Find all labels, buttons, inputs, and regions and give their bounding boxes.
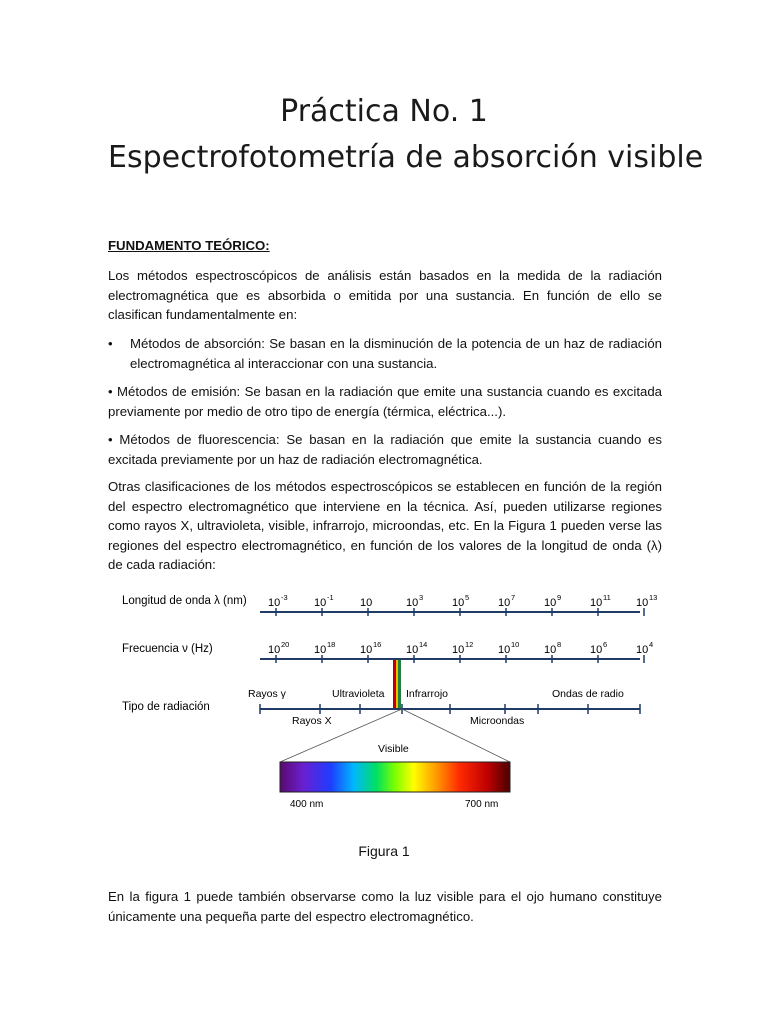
wavelength-tick-label: 10 xyxy=(360,597,373,609)
frequency-tick-label: 10 xyxy=(452,644,465,656)
frequency-label: Frecuencia ν (Hz) xyxy=(122,643,213,655)
bullet-fluorescence-text: • Métodos de fluorescencia: Se basan en la radiación que emite la sustancia cuando es excitada previamente por un haz de radiación electromagnética. xyxy=(108,432,662,467)
figure-caption: Figura 1 xyxy=(358,843,410,859)
region-xray: Rayos X xyxy=(292,715,332,727)
title-line-2: Espectrofotometría de absorción visible xyxy=(108,140,704,175)
closing-text: En la figura 1 puede también observarse como la luz visible para el ojo humano constituye únicamente una pequeña parte del espectro electromagnético. xyxy=(108,889,662,924)
region-ultraviolet: Ultravioleta xyxy=(332,688,385,700)
frequency-tick-exponent: 12 xyxy=(465,640,474,649)
frequency-tick-label: 10 xyxy=(268,644,281,656)
section-heading: FUNDAMENTO TEÓRICO: xyxy=(108,238,270,253)
wavelength-tick-label: 10 xyxy=(268,597,281,609)
bullet-absorption xyxy=(108,334,662,373)
bullet-absorption-text: Métodos de absorción: Se basan en la disminución de la potencia de un haz de radiación electromagnética al interaccionar con una sustancia. xyxy=(130,336,662,371)
paragraph-2-text: Otras clasificaciones de los métodos espectroscópicos se establecen en función de la región del espectro electromagnético que interviene en la técnica. Así, pueden utilizarse regiones como rayos X, ultravioleta, visible, infrarrojo, microondas, etc. En la Figura 1 pueden verse las regiones del espectro electromagnético, en función de los valores de la longitud de onda (λ) de cada radiación: xyxy=(108,479,662,572)
wavelength-label: Longitud de onda λ (nm) xyxy=(122,595,247,607)
closing-paragraph xyxy=(108,887,662,926)
visible-marker-green xyxy=(398,660,401,709)
bullet-emission-text: • Métodos de emisión: Se basan en la radiación que emite una sustancia cuando es excitada previamente por medio de otro tipo de energía (térmica, eléctrica...). xyxy=(108,384,662,419)
frequency-tick-exponent: 18 xyxy=(327,640,336,649)
wavelength-tick-label: 10 xyxy=(590,597,603,609)
wavelength-tick-exponent: 3 xyxy=(419,593,424,602)
spectrum-figure xyxy=(108,578,668,868)
frequency-tick-exponent: 10 xyxy=(511,640,520,649)
intro-paragraph xyxy=(108,266,662,325)
frequency-tick-exponent: 4 xyxy=(649,640,654,649)
frequency-tick-label: 10 xyxy=(544,644,557,656)
nm-end-label: 700 nm xyxy=(465,799,499,810)
wavelength-tick-label: 10 xyxy=(314,597,327,609)
wavelength-tick-label: 10 xyxy=(544,597,557,609)
paragraph-2 xyxy=(108,477,662,575)
frequency-tick-exponent: 16 xyxy=(373,640,382,649)
frequency-tick-label: 10 xyxy=(498,644,511,656)
spectrum-diagram xyxy=(108,578,668,818)
title-line-1: Práctica No. 1 xyxy=(280,94,488,129)
wavelength-tick-label: 10 xyxy=(406,597,419,609)
visible-spectrum-bar xyxy=(280,762,510,792)
wavelength-tick-exponent: 9 xyxy=(557,593,562,602)
wavelength-tick-exponent: 11 xyxy=(603,593,611,602)
region-gamma: Rayos γ xyxy=(248,688,286,700)
frequency-tick-exponent: 20 xyxy=(281,640,290,649)
frequency-tick-exponent: 14 xyxy=(419,640,428,649)
wavelength-tick-exponent: 7 xyxy=(511,593,516,602)
region-radio: Ondas de radio xyxy=(552,688,624,700)
type-label: Tipo de radiación xyxy=(122,701,210,713)
frequency-tick-label: 10 xyxy=(590,644,603,656)
nm-start-label: 400 nm xyxy=(290,799,324,810)
region-infrared: Infrarrojo xyxy=(406,688,449,700)
bullet-dot-icon: • xyxy=(108,336,113,351)
frequency-tick-exponent: 6 xyxy=(603,640,608,649)
wavelength-tick-exponent: -3 xyxy=(281,593,288,602)
wavelength-tick-label: 10 xyxy=(452,597,465,609)
wavelength-tick-exponent: 13 xyxy=(649,593,658,602)
frequency-tick-exponent: 8 xyxy=(557,640,562,649)
wavelength-tick-label: 10 xyxy=(636,597,649,609)
wavelength-tick-label: 10 xyxy=(498,597,511,609)
visible-marker-yellow xyxy=(396,660,398,709)
wavelength-tick-exponent: 5 xyxy=(465,593,470,602)
bullet-fluorescence xyxy=(108,430,662,469)
visible-label: Visible xyxy=(378,743,409,755)
region-microwave: Microondas xyxy=(470,715,525,727)
intro-text: Los métodos espectroscópicos de análisis están basados en la medida de la radiación electromagnética que es absorbida o emitida por una sustancia. En función de ello se clasifican fundamentalmente en: xyxy=(108,268,662,322)
visible-marker-red xyxy=(393,660,396,709)
frequency-tick-label: 10 xyxy=(636,644,649,656)
frequency-tick-label: 10 xyxy=(406,644,419,656)
frequency-tick-label: 10 xyxy=(314,644,327,656)
frequency-tick-label: 10 xyxy=(360,644,373,656)
wavelength-tick-exponent: -1 xyxy=(327,593,334,602)
bullet-emission xyxy=(108,382,662,421)
